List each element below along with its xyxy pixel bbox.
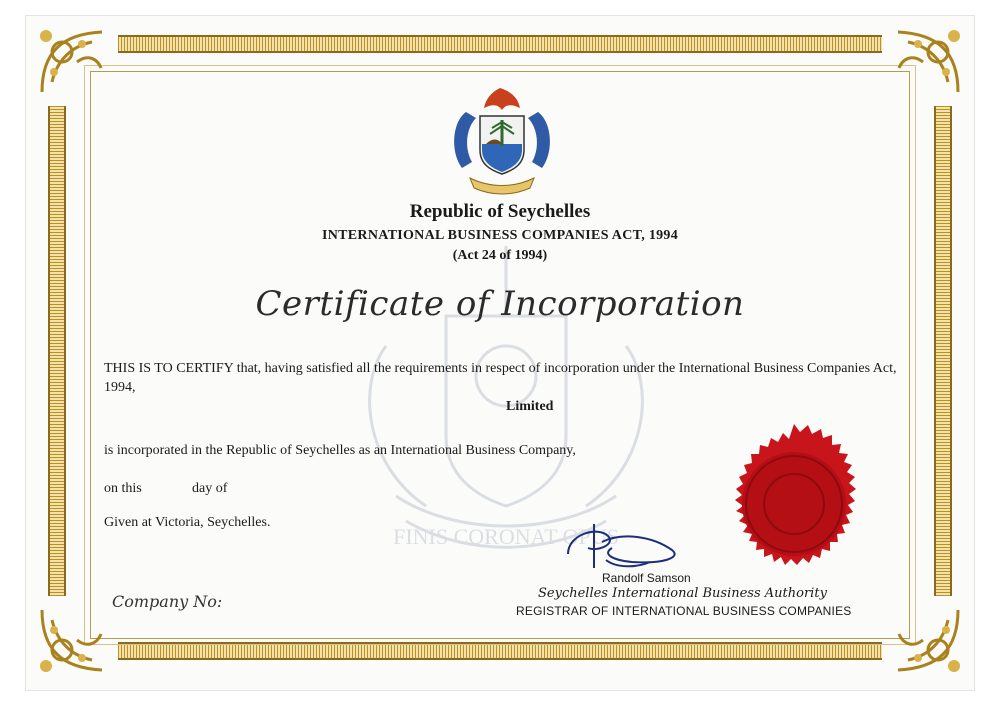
given-at-line: Given at Victoria, Seychelles.	[104, 515, 271, 530]
certify-paragraph: THIS IS TO CERTIFY that, having satisfied all the requirements in respect of incorporation under the International Business Companies Act, 1994,	[104, 361, 897, 395]
red-wax-seal-icon	[712, 422, 876, 586]
ornament-corner-top-left-icon	[32, 22, 124, 102]
incorporated-paragraph: is incorporated in the Republic of Seychelles as an International Business Company,	[104, 443, 576, 458]
ornament-corner-top-right-icon	[876, 22, 968, 102]
right-border-band	[934, 106, 952, 596]
signature-icon	[558, 514, 698, 574]
country-title: Republic of Seychelles	[409, 201, 591, 222]
certificate-sheet	[26, 16, 974, 690]
ornament-corner-bottom-left-icon	[32, 600, 124, 680]
left-border-band	[48, 106, 66, 596]
watermark-motto: FINIS CORONAT OPUS	[393, 524, 619, 549]
certificate-title: Certificate of Incorporation	[255, 284, 745, 324]
act-title: INTERNATIONAL BUSINESS COMPANIES ACT, 1994	[321, 228, 679, 243]
top-border-band	[118, 35, 882, 53]
ornament-corner-bottom-right-icon	[876, 600, 968, 680]
signatory-name: Randolf Samson	[602, 571, 691, 585]
company-number-label: Company No:	[112, 592, 223, 611]
signatory-title: REGISTRAR OF INTERNATIONAL BUSINESS COMPANIES	[516, 604, 852, 618]
on-this-label: on this	[104, 481, 142, 496]
company-suffix: Limited	[506, 399, 554, 414]
act-number: (Act 24 of 1994)	[452, 248, 548, 263]
day-of-label: day of	[192, 481, 228, 496]
coat-of-arms-icon	[442, 82, 562, 202]
signatory-authority: Seychelles International Business Authority	[538, 586, 827, 601]
